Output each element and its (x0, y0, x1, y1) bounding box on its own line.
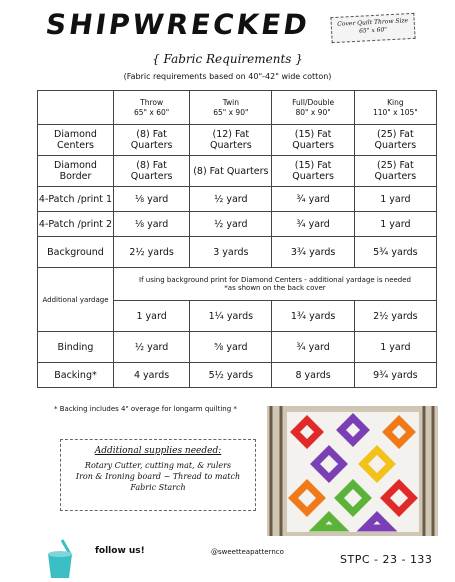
table-row (38, 187, 437, 212)
table-row (38, 212, 437, 237)
table-cell: 1 yard (354, 212, 436, 237)
supplies-list: Rotary Cutter, cutting mat, & rulers Iron & Ironing board ~ Thread to match Fabric Starch (75, 461, 241, 492)
column-header-full: Full/Double 80" x 90" (272, 91, 354, 125)
table-row (38, 125, 437, 156)
column-header-twin: Twin 65" x 90" (190, 91, 272, 125)
supplies-heading: Additional supplies needed: (94, 446, 222, 456)
table-cell: ¾ yard (272, 212, 354, 237)
table-cell: ⅛ yard (114, 187, 190, 212)
table-cell: ¾ yard (272, 187, 354, 212)
table-row (38, 332, 437, 363)
table-cell: ½ yard (190, 212, 272, 237)
social-handle[interactable]: @sweetteapatternco (211, 548, 284, 556)
table-cell: ⅛ yard (114, 212, 190, 237)
table-cell: 1¾ yards (272, 301, 354, 332)
table-cell: 3¾ yards (272, 237, 354, 268)
table-row (38, 237, 437, 268)
table-cell: 5¾ yards (354, 237, 436, 268)
quilt-photo (267, 406, 438, 536)
table-cell: 8 yards (272, 363, 354, 388)
table-cell: 4 yards (114, 363, 190, 388)
table-row (38, 363, 437, 388)
row-label: Binding (38, 332, 114, 363)
row-label: 4-Patch /print 2 (38, 212, 114, 237)
quilt-size-value: 65" x 60" (358, 26, 388, 35)
fabric-note: (Fabric requirements based on 40"-42" wide cotton) (123, 72, 332, 81)
row-label: Diamond Centers (38, 125, 114, 156)
background-note: If using background print for Diamond Centers - additional yardage is needed *as shown on the back cover (114, 268, 437, 301)
table-cell: 1¼ yards (190, 301, 272, 332)
table-cell: (12) Fat Quarters (190, 125, 272, 156)
pattern-code: STPC - 23 - 133 (340, 553, 433, 566)
table-cell: ½ yard (114, 332, 190, 363)
table-cell: (8) Fat Quarters (190, 156, 272, 187)
table-cell: ¾ yard (272, 332, 354, 363)
table-cell: 2½ yards (354, 301, 436, 332)
table-row (38, 268, 437, 301)
table-cell: ⅝ yard (190, 332, 272, 363)
table-cell: (8) Fat Quarters (114, 125, 190, 156)
column-header-throw: Throw 65" x 60" (114, 91, 190, 125)
supplies-box (60, 439, 256, 511)
follow-us-text: follow us! (95, 546, 145, 556)
table-row (38, 156, 437, 187)
table-cell: (25) Fat Quarters (354, 156, 436, 187)
backing-footnote: * Backing includes 4" overage for longarm quilting * (54, 405, 237, 413)
row-label: Background (38, 237, 114, 268)
fabric-requirements-table (37, 90, 437, 388)
table-cell: 5½ yards (190, 363, 272, 388)
column-header-king: King 110" x 105" (354, 91, 436, 125)
quilt-size-box (330, 13, 415, 43)
table-cell: 2½ yards (114, 237, 190, 268)
table-cell: (15) Fat Quarters (272, 156, 354, 187)
table-cell: 1 yard (354, 187, 436, 212)
table-cell: (15) Fat Quarters (272, 125, 354, 156)
section-subtitle: { Fabric Requirements } (152, 52, 303, 66)
table-cell: ½ yard (190, 187, 272, 212)
row-label: Backing* (38, 363, 114, 388)
table-cell: 1 yard (114, 301, 190, 332)
table-cell: 9¾ yards (354, 363, 436, 388)
pattern-title: SHIPWRECKED (43, 8, 313, 41)
row-label: Diamond Border (38, 156, 114, 187)
cup-logo-icon (42, 538, 78, 578)
table-cell: 1 yard (354, 332, 436, 363)
table-cell: (25) Fat Quarters (354, 125, 436, 156)
quilt-size-label: Cover Quilt Throw Size (337, 17, 409, 28)
table-cell: 3 yards (190, 237, 272, 268)
row-label: Additional yardage (38, 268, 114, 332)
table-cell: (8) Fat Quarters (114, 156, 190, 187)
row-label: 4-Patch /print 1 (38, 187, 114, 212)
header-empty-cell (38, 91, 114, 125)
